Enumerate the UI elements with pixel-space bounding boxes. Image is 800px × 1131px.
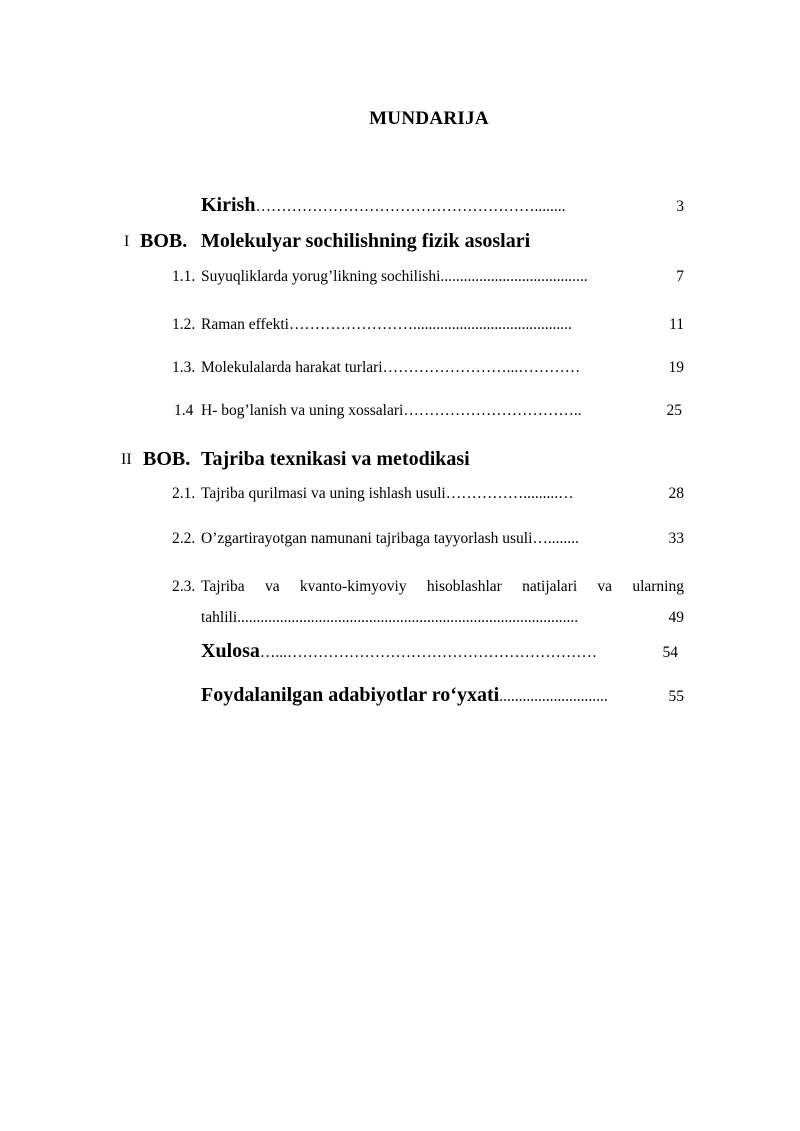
toc-section-number: 2.1. xyxy=(172,485,196,502)
toc-entry-1-3 xyxy=(201,359,684,377)
chapter-title: Molekulyar sochilishning fizik asoslari xyxy=(201,230,531,252)
toc-entry-text: Tajriba qurilmasi va uning ishlash usuli xyxy=(201,485,446,502)
chapter-roman-numeral: II xyxy=(121,451,132,468)
toc-entry-text: Xulosa xyxy=(201,640,260,662)
toc-leader: ……………………......................................... xyxy=(288,316,572,333)
toc-entry-adabiyotlar xyxy=(201,684,684,707)
chapter-roman-numeral: I xyxy=(124,233,130,250)
toc-section-number: 2.2. xyxy=(172,530,196,547)
toc-leader: ........................................................................................ xyxy=(237,609,579,626)
toc-entry-xulosa xyxy=(201,640,678,663)
toc-entry-text: Tajriba va kvanto-kimyoviy hisoblashlar natijalari va ularning xyxy=(201,578,684,595)
toc-entry-text: Suyuqliklarda yorug’likning sochilishi xyxy=(201,268,441,285)
toc-entry-text: O’zgartirayotgan namunani tajribaga tayyorlash usuli xyxy=(201,530,533,547)
toc-entry-text-continued: tahlili xyxy=(201,609,238,626)
toc-leader: …………………………….. xyxy=(403,402,582,419)
page-title: MUNDARIJA xyxy=(369,108,489,129)
toc-entry-1-1 xyxy=(201,268,684,286)
toc-entry-1-2 xyxy=(201,316,684,334)
toc-leader: ...................................... xyxy=(440,268,588,285)
toc-page-number: 33 xyxy=(668,530,684,547)
toc-entry-text: Molekulalarda harakat turlari xyxy=(201,359,383,376)
chapter-title: Tajriba texnikasi va metodikasi xyxy=(201,448,470,470)
toc-leader: ………………………………………………........ xyxy=(255,198,566,215)
toc-entry-2-1 xyxy=(201,485,684,503)
toc-entry-text: Kirish xyxy=(201,194,256,216)
toc-entry-1-4 xyxy=(201,402,682,420)
toc-entry-text: Foydalanilgan adabiyotlar ro‘yxati xyxy=(201,684,500,706)
chapter-label: BOB. xyxy=(140,230,188,252)
toc-page-number: 3 xyxy=(676,198,684,215)
toc-entry-2-3 xyxy=(201,609,684,627)
toc-leader: …………….........… xyxy=(445,485,574,502)
toc-section-number: 2.3. xyxy=(172,578,196,595)
chapter-label: BOB. xyxy=(143,448,191,470)
toc-page-number: 54 xyxy=(662,644,678,661)
toc-page-number: 19 xyxy=(668,359,684,376)
toc-entry-text: Raman effekti xyxy=(201,316,289,333)
toc-page-number: 55 xyxy=(668,688,684,705)
toc-page-number: 28 xyxy=(668,485,684,502)
toc-leader: ……………………...………… xyxy=(382,359,581,376)
toc-leader: …...…………………………………………………… xyxy=(259,644,598,661)
toc-section-number: 1.2. xyxy=(172,316,196,333)
toc-section-number: 1.3. xyxy=(172,359,196,376)
toc-entry-kirish xyxy=(201,194,684,217)
toc-page-number: 49 xyxy=(668,609,684,626)
toc-section-number: 1.1. xyxy=(172,268,196,285)
toc-entry-2-2 xyxy=(201,530,684,548)
toc-page-number: 7 xyxy=(676,268,684,285)
toc-section-number: 1.4 xyxy=(174,402,194,419)
toc-page-number: 25 xyxy=(666,402,682,419)
toc-entry-text: H- bog’lanish va uning xossalari xyxy=(201,402,404,419)
toc-leader: …........ xyxy=(532,530,579,547)
toc-leader: ............................ xyxy=(499,688,608,705)
toc-page-number: 11 xyxy=(669,316,684,333)
